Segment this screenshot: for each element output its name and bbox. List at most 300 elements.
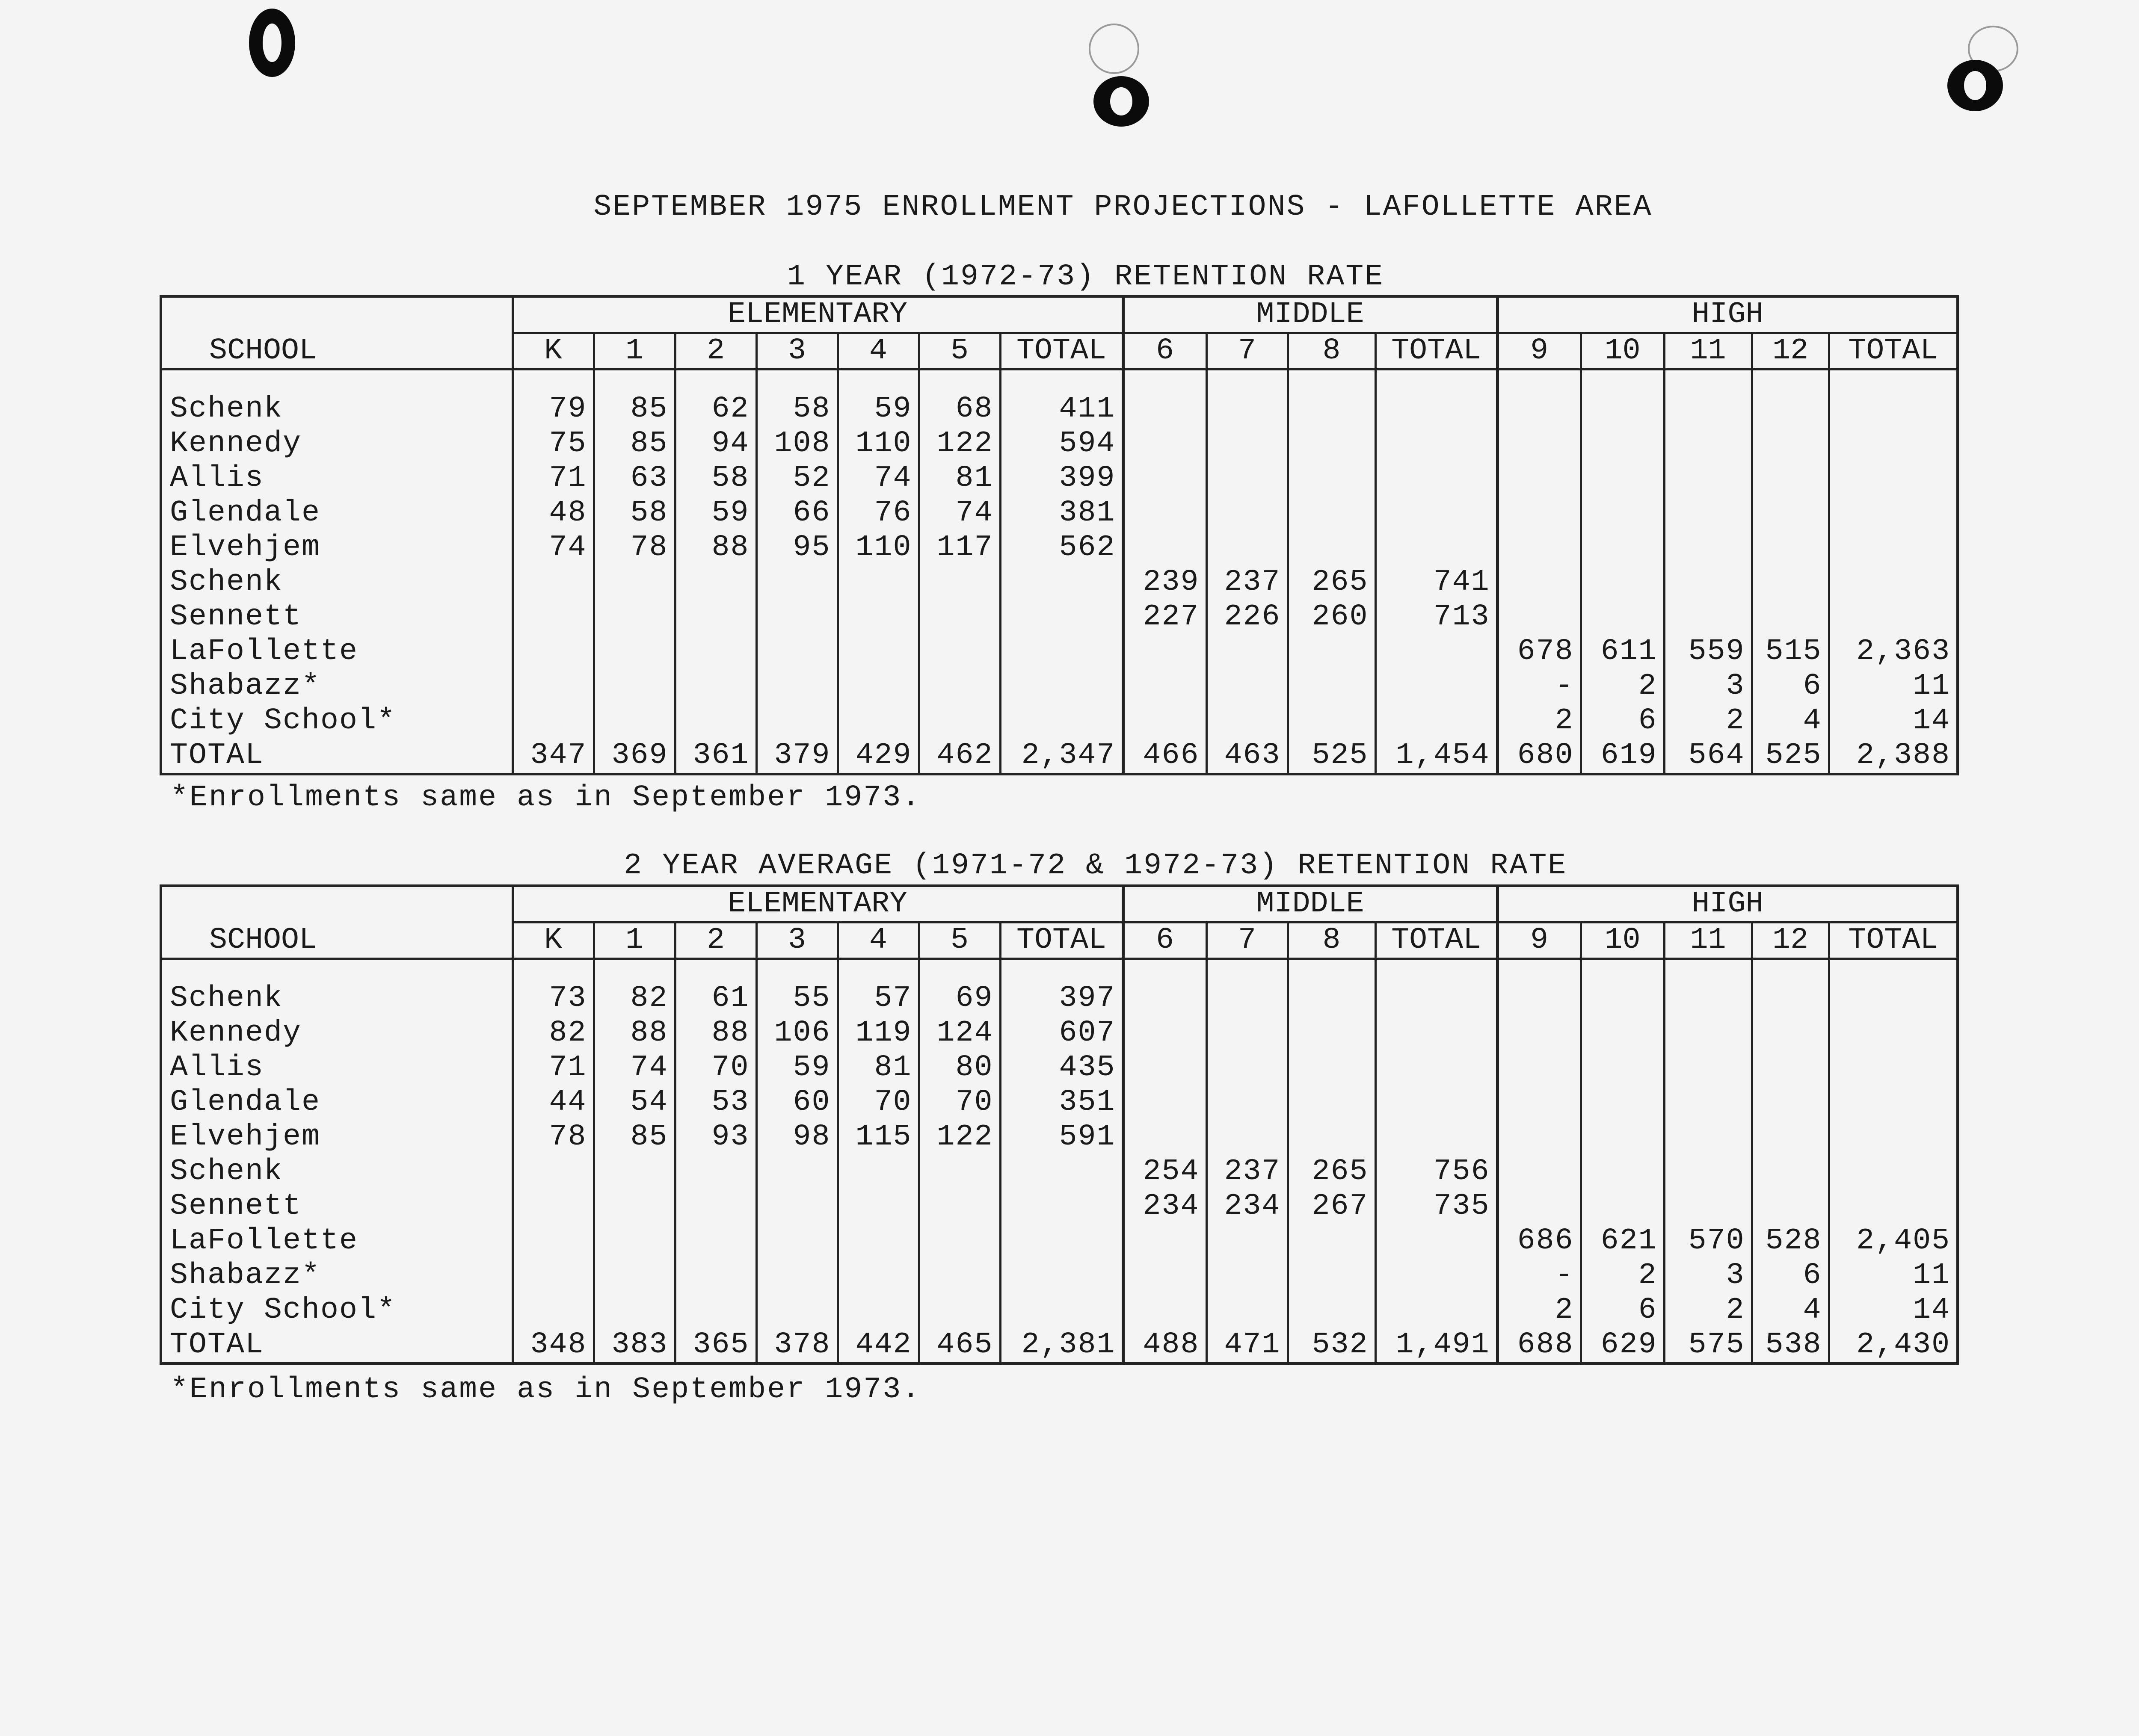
- high-cell: [1752, 1120, 1829, 1154]
- high-cell: [1497, 496, 1581, 530]
- table-row: [161, 1050, 1958, 1085]
- middle-cell: [1123, 1293, 1206, 1328]
- elementary-cell: [838, 634, 919, 669]
- middle-cell: [1123, 530, 1206, 565]
- high-cell: [1497, 1050, 1581, 1085]
- elementary-cell: [919, 704, 1000, 738]
- elementary-cell: 68: [919, 392, 1000, 426]
- high-cell: 559: [1664, 634, 1752, 669]
- high-cell: [1581, 600, 1664, 634]
- elementary-col-header-k: K: [513, 333, 594, 370]
- elementary-cell: 435: [1000, 1050, 1123, 1085]
- middle-cell: [1206, 1258, 1288, 1293]
- high-cell: 678: [1497, 634, 1581, 669]
- high-col-header-12: 12: [1752, 923, 1829, 959]
- elementary-cell: [838, 1258, 919, 1293]
- elementary-cell: 122: [919, 1120, 1000, 1154]
- table-row: [161, 1154, 1958, 1189]
- middle-cell: 1,454: [1375, 738, 1497, 774]
- high-cell: [1664, 1120, 1752, 1154]
- school-name: Schenk: [170, 565, 283, 599]
- elementary-cell: 85: [594, 1120, 675, 1154]
- elementary-cell: 562: [1000, 530, 1123, 565]
- high-cell: [1664, 600, 1752, 634]
- elementary-cell: 383: [594, 1328, 675, 1363]
- high-cell: 564: [1664, 738, 1752, 774]
- middle-cell: [1123, 1224, 1206, 1258]
- middle-cell: [1288, 1120, 1375, 1154]
- middle-cell: [1375, 426, 1497, 461]
- high-cell: [1752, 565, 1829, 600]
- elementary-col-header-2: 2: [675, 923, 756, 959]
- elementary-cell: 379: [756, 738, 838, 774]
- elementary-cell: [919, 1189, 1000, 1224]
- elementary-cell: [756, 1189, 838, 1224]
- elementary-cell: [919, 1154, 1000, 1189]
- middle-cell: [1206, 530, 1288, 565]
- high-cell: [1829, 392, 1958, 426]
- elementary-cell: 411: [1000, 392, 1123, 426]
- elementary-cell: 74: [919, 496, 1000, 530]
- middle-cell: [1375, 1120, 1497, 1154]
- elementary-cell: [594, 669, 675, 704]
- elementary-cell: 378: [756, 1328, 838, 1363]
- elementary-cell: [838, 1189, 919, 1224]
- elementary-cell: [756, 704, 838, 738]
- elementary-cell: 78: [594, 530, 675, 565]
- elementary-cell: [838, 600, 919, 634]
- middle-cell: 265: [1288, 1154, 1375, 1189]
- elementary-cell: [1000, 669, 1123, 704]
- high-cell: 2,388: [1829, 738, 1958, 774]
- elementary-cell: 79: [513, 392, 594, 426]
- elementary-cell: [1000, 704, 1123, 738]
- middle-cell: [1123, 1050, 1206, 1085]
- high-col-header-9: 9: [1497, 923, 1581, 959]
- high-cell: -: [1497, 669, 1581, 704]
- elementary-cell: 71: [513, 1050, 594, 1085]
- elementary-cell: [919, 1224, 1000, 1258]
- table-row: [161, 704, 1958, 738]
- high-cell: [1581, 565, 1664, 600]
- high-cell: [1752, 426, 1829, 461]
- high-cell: 525: [1752, 738, 1829, 774]
- elementary-cell: [1000, 565, 1123, 600]
- elementary-cell: 73: [513, 981, 594, 1016]
- elementary-cell: [594, 1189, 675, 1224]
- elementary-cell: 442: [838, 1328, 919, 1363]
- elementary-cell: 63: [594, 461, 675, 496]
- high-cell: [1581, 1085, 1664, 1120]
- elementary-cell: 98: [756, 1120, 838, 1154]
- high-cell: 2,430: [1829, 1328, 1958, 1363]
- high-cell: [1752, 1085, 1829, 1120]
- middle-cell: [1288, 981, 1375, 1016]
- elementary-cell: [675, 565, 756, 600]
- middle-cell: [1288, 461, 1375, 496]
- school-name: City School*: [170, 1293, 396, 1327]
- high-cell: [1829, 496, 1958, 530]
- high-cell: [1829, 1154, 1958, 1189]
- high-cell: [1581, 392, 1664, 426]
- elementary-cell: 62: [675, 392, 756, 426]
- elementary-cell: [756, 1258, 838, 1293]
- elementary-cell: 76: [838, 496, 919, 530]
- elementary-cell: 94: [675, 426, 756, 461]
- table-row: [161, 1293, 1958, 1328]
- middle-cell: [1375, 1293, 1497, 1328]
- middle-cell: [1206, 1085, 1288, 1120]
- middle-col-header-8: 8: [1288, 333, 1375, 370]
- elementary-cell: 95: [756, 530, 838, 565]
- high-cell: [1752, 1050, 1829, 1085]
- elementary-cell: 122: [919, 426, 1000, 461]
- table-row: [161, 1224, 1958, 1258]
- elementary-cell: [675, 669, 756, 704]
- school-name: Schenk: [170, 392, 283, 426]
- middle-cell: [1206, 1050, 1288, 1085]
- elementary-cell: [919, 600, 1000, 634]
- high-cell: [1752, 1016, 1829, 1050]
- school-name: Shabazz*: [170, 1259, 321, 1292]
- school-name: LaFollette: [170, 635, 358, 668]
- enrollment-table-1-year: [160, 295, 1959, 775]
- middle-cell: 226: [1206, 600, 1288, 634]
- middle-cell: [1375, 634, 1497, 669]
- elementary-cell: [594, 1293, 675, 1328]
- high-cell: [1829, 1189, 1958, 1224]
- elementary-cell: 70: [675, 1050, 756, 1085]
- school-name: City School*: [170, 704, 396, 738]
- table-row: [161, 669, 1958, 704]
- high-cell: 619: [1581, 738, 1664, 774]
- elementary-cell: 53: [675, 1085, 756, 1120]
- elementary-col-header-5: 5: [919, 333, 1000, 370]
- table-row: [161, 1085, 1958, 1120]
- high-cell: 14: [1829, 1293, 1958, 1328]
- high-col-header-total: TOTAL: [1829, 923, 1958, 959]
- table-row: [161, 600, 1958, 634]
- middle-cell: 756: [1375, 1154, 1497, 1189]
- high-cell: [1829, 1085, 1958, 1120]
- elementary-cell: [838, 565, 919, 600]
- elementary-cell: 88: [675, 530, 756, 565]
- elementary-col-header-1: 1: [594, 333, 675, 370]
- high-cell: 6: [1581, 1293, 1664, 1328]
- elementary-cell: [1000, 600, 1123, 634]
- elementary-cell: 58: [675, 461, 756, 496]
- elementary-col-header-5: 5: [919, 923, 1000, 959]
- middle-cell: [1288, 1224, 1375, 1258]
- elementary-cell: [513, 704, 594, 738]
- elementary-cell: [756, 669, 838, 704]
- punch-hole-right: [1947, 60, 2003, 111]
- middle-cell: [1375, 496, 1497, 530]
- elementary-cell: [594, 1154, 675, 1189]
- middle-col-header-total: TOTAL: [1375, 333, 1497, 370]
- middle-cell: 267: [1288, 1189, 1375, 1224]
- total-row: [161, 1328, 1958, 1363]
- high-cell: [1497, 1085, 1581, 1120]
- high-cell: [1829, 981, 1958, 1016]
- middle-cell: [1288, 669, 1375, 704]
- high-cell: [1497, 461, 1581, 496]
- high-cell: [1664, 1050, 1752, 1085]
- elementary-cell: 71: [513, 461, 594, 496]
- elementary-cell: [675, 1154, 756, 1189]
- middle-cell: [1288, 1050, 1375, 1085]
- high-cell: [1829, 565, 1958, 600]
- middle-cell: 532: [1288, 1328, 1375, 1363]
- middle-cell: 466: [1123, 738, 1206, 774]
- elementary-cell: 75: [513, 426, 594, 461]
- middle-cell: [1206, 669, 1288, 704]
- elementary-col-header-3: 3: [756, 923, 838, 959]
- high-cell: [1752, 530, 1829, 565]
- punch-hole-left: [249, 9, 295, 77]
- high-cell: 629: [1581, 1328, 1664, 1363]
- high-cell: [1581, 1154, 1664, 1189]
- high-cell: [1497, 1189, 1581, 1224]
- elementary-cell: [756, 565, 838, 600]
- high-cell: [1752, 1189, 1829, 1224]
- high-cell: [1829, 426, 1958, 461]
- elementary-cell: 88: [594, 1016, 675, 1050]
- elementary-cell: 70: [838, 1085, 919, 1120]
- middle-cell: [1123, 461, 1206, 496]
- elementary-cell: 80: [919, 1050, 1000, 1085]
- header-spacer-row: [161, 370, 1958, 392]
- elementary-cell: 110: [838, 426, 919, 461]
- high-cell: 11: [1829, 1258, 1958, 1293]
- high-cell: [1829, 600, 1958, 634]
- table-row: [161, 392, 1958, 426]
- high-cell: 2: [1581, 1258, 1664, 1293]
- elementary-cell: 74: [513, 530, 594, 565]
- high-cell: [1829, 530, 1958, 565]
- elementary-cell: [1000, 1293, 1123, 1328]
- punch-hole-center: [1093, 76, 1149, 127]
- high-cell: [1497, 392, 1581, 426]
- elementary-cell: [919, 1258, 1000, 1293]
- high-cell: [1497, 530, 1581, 565]
- school-name: Sennett: [170, 600, 302, 634]
- high-cell: [1829, 1050, 1958, 1085]
- high-cell: 686: [1497, 1224, 1581, 1258]
- high-cell: [1581, 1050, 1664, 1085]
- school-name: Glendale: [170, 1085, 321, 1119]
- high-col-header-total: TOTAL: [1829, 333, 1958, 370]
- high-cell: 6: [1752, 669, 1829, 704]
- elementary-cell: 74: [838, 461, 919, 496]
- table-row: [161, 1120, 1958, 1154]
- elementary-cell: 117: [919, 530, 1000, 565]
- school-name: Elvehjem: [170, 1120, 321, 1154]
- table-row: [161, 1016, 1958, 1050]
- elementary-col-header-total: TOTAL: [1000, 923, 1123, 959]
- middle-cell: [1206, 1224, 1288, 1258]
- elementary-cell: 81: [838, 1050, 919, 1085]
- middle-cell: [1123, 1258, 1206, 1293]
- middle-cell: [1375, 1085, 1497, 1120]
- elementary-cell: 399: [1000, 461, 1123, 496]
- elementary-col-header-4: 4: [838, 923, 919, 959]
- high-cell: 2: [1664, 1293, 1752, 1328]
- middle-cell: 488: [1123, 1328, 1206, 1363]
- high-cell: 3: [1664, 1258, 1752, 1293]
- school-name: Kennedy: [170, 1016, 302, 1050]
- middle-cell: [1123, 981, 1206, 1016]
- high-cell: 11: [1829, 669, 1958, 704]
- table-1-footnote: *Enrollments same as in September 1973.: [170, 781, 921, 815]
- middle-col-header-6: 6: [1123, 923, 1206, 959]
- elementary-cell: 52: [756, 461, 838, 496]
- middle-cell: [1206, 1293, 1288, 1328]
- school-name: Glendale: [170, 496, 321, 530]
- elementary-group-header: ELEMENTARY: [513, 296, 1123, 333]
- school-name: TOTAL: [170, 1328, 264, 1362]
- school-name: Sennett: [170, 1189, 302, 1223]
- middle-cell: 265: [1288, 565, 1375, 600]
- high-cell: [1664, 981, 1752, 1016]
- elementary-cell: [513, 1224, 594, 1258]
- high-cell: [1752, 600, 1829, 634]
- elementary-cell: 347: [513, 738, 594, 774]
- high-cell: [1581, 530, 1664, 565]
- middle-cell: 237: [1206, 1154, 1288, 1189]
- middle-cell: [1123, 1016, 1206, 1050]
- high-cell: [1497, 1016, 1581, 1050]
- elementary-cell: [919, 565, 1000, 600]
- school-name: LaFollette: [170, 1224, 358, 1258]
- elementary-cell: 58: [594, 496, 675, 530]
- elementary-col-header-total: TOTAL: [1000, 333, 1123, 370]
- elementary-cell: [513, 1189, 594, 1224]
- elementary-cell: [838, 1293, 919, 1328]
- middle-cell: [1123, 704, 1206, 738]
- middle-cell: [1206, 704, 1288, 738]
- middle-cell: [1288, 1293, 1375, 1328]
- high-cell: 4: [1752, 1293, 1829, 1328]
- high-cell: 528: [1752, 1224, 1829, 1258]
- high-cell: 680: [1497, 738, 1581, 774]
- table-row: [161, 461, 1958, 496]
- elementary-cell: [513, 600, 594, 634]
- middle-cell: [1123, 634, 1206, 669]
- middle-cell: [1375, 461, 1497, 496]
- high-cell: 570: [1664, 1224, 1752, 1258]
- high-cell: 621: [1581, 1224, 1664, 1258]
- elementary-col-header-3: 3: [756, 333, 838, 370]
- high-cell: [1664, 530, 1752, 565]
- elementary-cell: 88: [675, 1016, 756, 1050]
- middle-cell: [1375, 981, 1497, 1016]
- elementary-cell: 61: [675, 981, 756, 1016]
- high-cell: [1664, 1085, 1752, 1120]
- elementary-cell: 594: [1000, 426, 1123, 461]
- high-cell: 538: [1752, 1328, 1829, 1363]
- high-cell: [1664, 392, 1752, 426]
- high-cell: [1752, 1154, 1829, 1189]
- elementary-cell: 348: [513, 1328, 594, 1363]
- high-cell: [1581, 426, 1664, 461]
- elementary-cell: [756, 1293, 838, 1328]
- table-row: [161, 426, 1958, 461]
- middle-cell: [1206, 1016, 1288, 1050]
- middle-cell: 234: [1206, 1189, 1288, 1224]
- elementary-cell: [594, 565, 675, 600]
- middle-cell: [1206, 981, 1288, 1016]
- elementary-cell: [675, 600, 756, 634]
- middle-col-header-total: TOTAL: [1375, 923, 1497, 959]
- elementary-cell: [594, 634, 675, 669]
- page-title: SEPTEMBER 1975 ENROLLMENT PROJECTIONS - LAFOLLETTE AREA: [593, 190, 1653, 224]
- elementary-cell: 82: [594, 981, 675, 1016]
- elementary-cell: [919, 669, 1000, 704]
- middle-cell: [1288, 496, 1375, 530]
- middle-cell: [1375, 530, 1497, 565]
- middle-col-header-7: 7: [1206, 333, 1288, 370]
- middle-cell: [1375, 1050, 1497, 1085]
- school-column-header: SCHOOL: [161, 296, 513, 370]
- high-col-header-12: 12: [1752, 333, 1829, 370]
- high-cell: 2: [1497, 1293, 1581, 1328]
- table-row: [161, 634, 1958, 669]
- school-name: Schenk: [170, 1155, 283, 1189]
- high-col-header-10: 10: [1581, 333, 1664, 370]
- middle-cell: [1123, 426, 1206, 461]
- elementary-cell: 2,381: [1000, 1328, 1123, 1363]
- table-row: [161, 1258, 1958, 1293]
- middle-cell: 237: [1206, 565, 1288, 600]
- elementary-cell: [838, 669, 919, 704]
- enrollment-table-2-year-average: [160, 884, 1959, 1365]
- middle-cell: 227: [1123, 600, 1206, 634]
- middle-cell: [1206, 1120, 1288, 1154]
- middle-cell: 525: [1288, 738, 1375, 774]
- table-1-subtitle: 1 YEAR (1972-73) RETENTION RATE: [787, 260, 1384, 294]
- middle-cell: [1123, 1085, 1206, 1120]
- elementary-cell: 57: [838, 981, 919, 1016]
- elementary-cell: 462: [919, 738, 1000, 774]
- elementary-cell: [1000, 1154, 1123, 1189]
- elementary-cell: [513, 634, 594, 669]
- middle-cell: [1375, 392, 1497, 426]
- high-cell: [1829, 1016, 1958, 1050]
- elementary-cell: 369: [594, 738, 675, 774]
- middle-cell: [1288, 1085, 1375, 1120]
- elementary-cell: 85: [594, 426, 675, 461]
- school-name: Shabazz*: [170, 669, 321, 703]
- middle-group-header: MIDDLE: [1123, 886, 1497, 923]
- middle-cell: [1123, 496, 1206, 530]
- middle-col-header-8: 8: [1288, 923, 1375, 959]
- elementary-cell: 93: [675, 1120, 756, 1154]
- elementary-cell: [594, 1224, 675, 1258]
- elementary-cell: [675, 1224, 756, 1258]
- high-cell: 2,363: [1829, 634, 1958, 669]
- elementary-cell: [675, 634, 756, 669]
- elementary-cell: 2,347: [1000, 738, 1123, 774]
- middle-cell: [1288, 1016, 1375, 1050]
- high-cell: 2: [1664, 704, 1752, 738]
- middle-cell: [1375, 1016, 1497, 1050]
- middle-cell: [1288, 426, 1375, 461]
- high-cell: [1829, 1120, 1958, 1154]
- high-col-header-11: 11: [1664, 923, 1752, 959]
- elementary-cell: 59: [675, 496, 756, 530]
- elementary-cell: 66: [756, 496, 838, 530]
